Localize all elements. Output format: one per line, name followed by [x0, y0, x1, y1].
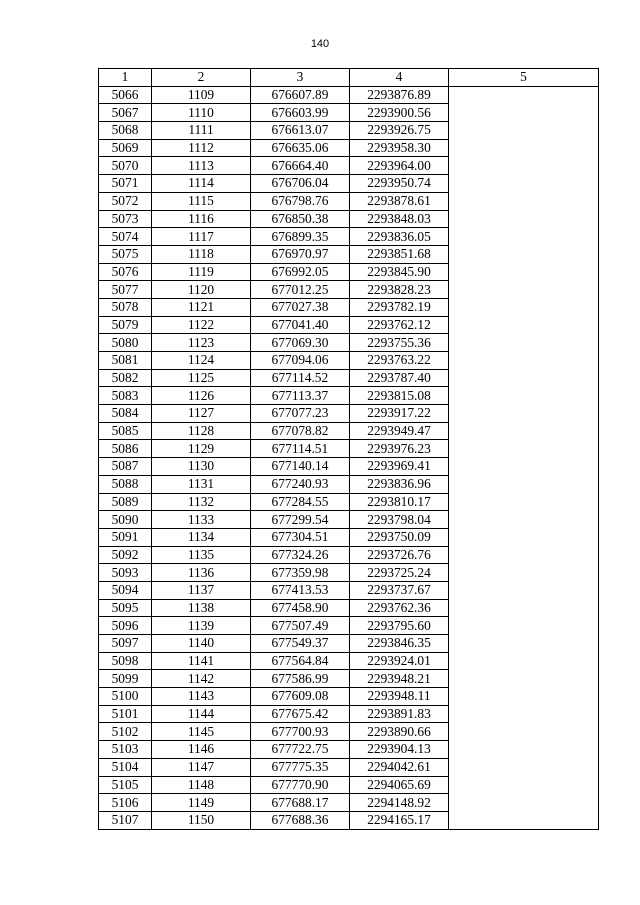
table-cell: 677069.30: [251, 334, 350, 352]
table-cell: 676613.07: [251, 122, 350, 140]
table-cell: 5094: [99, 581, 152, 599]
table-cell: 5069: [99, 139, 152, 157]
table-cell: 677304.51: [251, 528, 350, 546]
table-cell: 1121: [152, 298, 251, 316]
table-cell: 2293924.01: [350, 652, 449, 670]
table-cell: 1123: [152, 334, 251, 352]
table-cell: 5082: [99, 369, 152, 387]
table-cell: 677094.06: [251, 352, 350, 370]
page-number: 140: [310, 38, 330, 50]
table-cell: 5103: [99, 741, 152, 759]
table-body: [99, 86, 599, 829]
table-cell: 677775.35: [251, 758, 350, 776]
table-cell: 1135: [152, 546, 251, 564]
table-cell: 676798.76: [251, 192, 350, 210]
table-cell: 677077.23: [251, 405, 350, 423]
table-cell: 2293726.76: [350, 546, 449, 564]
table-cell: 5080: [99, 334, 152, 352]
table-cell: 677240.93: [251, 475, 350, 493]
table-cell: 1141: [152, 652, 251, 670]
table-cell: 676899.35: [251, 228, 350, 246]
table-cell: 677586.99: [251, 670, 350, 688]
table-cell: 5104: [99, 758, 152, 776]
table-cell: 2293926.75: [350, 122, 449, 140]
table-cell: 5095: [99, 599, 152, 617]
table-cell: 5088: [99, 475, 152, 493]
table-cell: 1111: [152, 122, 251, 140]
table-cell: 1128: [152, 422, 251, 440]
table-cell: 1143: [152, 688, 251, 706]
table-cell: 677549.37: [251, 635, 350, 653]
table-cell: 677012.25: [251, 281, 350, 299]
table-cell: 1118: [152, 245, 251, 263]
table-cell: 2294042.61: [350, 758, 449, 776]
table-cell: 5096: [99, 617, 152, 635]
coordinates-table: [98, 68, 599, 830]
table-cell: 1113: [152, 157, 251, 175]
table-cell: 1126: [152, 387, 251, 405]
table-cell: 1125: [152, 369, 251, 387]
table-cell: 1117: [152, 228, 251, 246]
column-header: 4: [350, 69, 449, 87]
table-cell: 677078.82: [251, 422, 350, 440]
column-header: 3: [251, 69, 350, 87]
table-cell: 5079: [99, 316, 152, 334]
table-cell: 1146: [152, 741, 251, 759]
table-cell: 5076: [99, 263, 152, 281]
table-cell: 677140.14: [251, 458, 350, 476]
table-cell: 677688.36: [251, 811, 350, 829]
table-cell: 676706.04: [251, 175, 350, 193]
table-cell: 2293904.13: [350, 741, 449, 759]
table-cell: 2293890.66: [350, 723, 449, 741]
table-cell: 1130: [152, 458, 251, 476]
table-cell: 1122: [152, 316, 251, 334]
table-cell: 2293917.22: [350, 405, 449, 423]
table-cell: 676850.38: [251, 210, 350, 228]
table-cell: 1142: [152, 670, 251, 688]
table-cell: 5074: [99, 228, 152, 246]
table-cell: 5093: [99, 564, 152, 582]
table-cell: 5068: [99, 122, 152, 140]
table-cell: 2293948.21: [350, 670, 449, 688]
table-cell: 1133: [152, 511, 251, 529]
table-cell: 1137: [152, 581, 251, 599]
table-cell: 677564.84: [251, 652, 350, 670]
table-cell: 2293900.56: [350, 104, 449, 122]
table-cell: 677114.52: [251, 369, 350, 387]
table-cell: 1132: [152, 493, 251, 511]
table-row: [99, 86, 599, 104]
table-cell: 2293964.00: [350, 157, 449, 175]
table-cell: 676603.99: [251, 104, 350, 122]
table-cell: 1148: [152, 776, 251, 794]
table-cell: 677507.49: [251, 617, 350, 635]
table-cell: 1109: [152, 86, 251, 104]
table-cell: 2293958.30: [350, 139, 449, 157]
table-cell: 2293876.89: [350, 86, 449, 104]
table-cell: 5090: [99, 511, 152, 529]
table-cell: 1114: [152, 175, 251, 193]
table-cell: 5071: [99, 175, 152, 193]
table-cell: 677609.08: [251, 688, 350, 706]
table-cell: 5077: [99, 281, 152, 299]
table-cell: 5105: [99, 776, 152, 794]
table-header-row: [99, 69, 599, 87]
table-cell: 2294148.92: [350, 794, 449, 812]
table-cell: 1138: [152, 599, 251, 617]
table-cell: 1120: [152, 281, 251, 299]
table-cell: 2293969.41: [350, 458, 449, 476]
table-cell: 5098: [99, 652, 152, 670]
table-cell: 5107: [99, 811, 152, 829]
table-cell: 677722.75: [251, 741, 350, 759]
table-cell: 5078: [99, 298, 152, 316]
table-cell: 5086: [99, 440, 152, 458]
table-cell: 677284.55: [251, 493, 350, 511]
table-cell: 2293782.19: [350, 298, 449, 316]
table-cell: 5101: [99, 705, 152, 723]
table-cell: 677113.37: [251, 387, 350, 405]
table-cell: 5087: [99, 458, 152, 476]
table-cell: 1144: [152, 705, 251, 723]
table-cell: 5099: [99, 670, 152, 688]
table-cell: 1134: [152, 528, 251, 546]
table-cell: 2293950.74: [350, 175, 449, 193]
table-cell: 5091: [99, 528, 152, 546]
table-cell: 1129: [152, 440, 251, 458]
table-cell: 2293763.22: [350, 352, 449, 370]
table-cell: 2293948.11: [350, 688, 449, 706]
table-cell: 2293836.96: [350, 475, 449, 493]
table-cell: 677675.42: [251, 705, 350, 723]
column-header: 1: [99, 69, 152, 87]
table-cell: 2293755.36: [350, 334, 449, 352]
table-cell: 2293762.36: [350, 599, 449, 617]
table-cell: 2293762.12: [350, 316, 449, 334]
table-cell: 1149: [152, 794, 251, 812]
table-cell: 677413.53: [251, 581, 350, 599]
table-cell: 2294165.17: [350, 811, 449, 829]
table-cell: 5106: [99, 794, 152, 812]
table-cell: 2293815.08: [350, 387, 449, 405]
table-cell: 2293846.35: [350, 635, 449, 653]
table-cell: 676970.97: [251, 245, 350, 263]
table-cell: 2293810.17: [350, 493, 449, 511]
table-cell: 1115: [152, 192, 251, 210]
table-cell: 2293828.23: [350, 281, 449, 299]
table-cell: 2293949.47: [350, 422, 449, 440]
table-cell: 5097: [99, 635, 152, 653]
table-cell: 2293737.67: [350, 581, 449, 599]
table-cell: 2293798.04: [350, 511, 449, 529]
table-cell: 2293851.68: [350, 245, 449, 263]
table-cell: 5081: [99, 352, 152, 370]
table-cell: 677041.40: [251, 316, 350, 334]
table-cell: 677458.90: [251, 599, 350, 617]
table-cell: 1140: [152, 635, 251, 653]
table-cell: 2293725.24: [350, 564, 449, 582]
table-cell: 2293976.23: [350, 440, 449, 458]
table-cell: 677299.54: [251, 511, 350, 529]
table-cell: 2293878.61: [350, 192, 449, 210]
table-cell: 677359.98: [251, 564, 350, 582]
table-cell: 1110: [152, 104, 251, 122]
table-cell: 1124: [152, 352, 251, 370]
table-cell: 1119: [152, 263, 251, 281]
column-5-empty-cell: [449, 86, 599, 829]
table-cell: 677324.26: [251, 546, 350, 564]
table-cell: 1112: [152, 139, 251, 157]
table-cell: 1145: [152, 723, 251, 741]
table-cell: 2293848.03: [350, 210, 449, 228]
table-cell: 676635.06: [251, 139, 350, 157]
table-cell: 2293836.05: [350, 228, 449, 246]
table-cell: 5102: [99, 723, 152, 741]
table-cell: 5084: [99, 405, 152, 423]
table-cell: 1136: [152, 564, 251, 582]
table-cell: 676607.89: [251, 86, 350, 104]
table-cell: 1116: [152, 210, 251, 228]
table-cell: 5070: [99, 157, 152, 175]
table-cell: 5075: [99, 245, 152, 263]
column-header: 5: [449, 69, 599, 87]
column-header: 2: [152, 69, 251, 87]
table-cell: 677770.90: [251, 776, 350, 794]
table-cell: 677114.51: [251, 440, 350, 458]
table-cell: 1139: [152, 617, 251, 635]
table-cell: 5092: [99, 546, 152, 564]
table-cell: 2294065.69: [350, 776, 449, 794]
table-cell: 5085: [99, 422, 152, 440]
table-cell: 5100: [99, 688, 152, 706]
table-cell: 676992.05: [251, 263, 350, 281]
table-cell: 2293845.90: [350, 263, 449, 281]
table-cell: 1127: [152, 405, 251, 423]
table-cell: 2293787.40: [350, 369, 449, 387]
table-cell: 676664.40: [251, 157, 350, 175]
table-cell: 5072: [99, 192, 152, 210]
table-cell: 5073: [99, 210, 152, 228]
table-cell: 1150: [152, 811, 251, 829]
table-cell: 677700.93: [251, 723, 350, 741]
table-cell: 677688.17: [251, 794, 350, 812]
table-cell: 5083: [99, 387, 152, 405]
table-cell: 5089: [99, 493, 152, 511]
table-cell: 5067: [99, 104, 152, 122]
table-cell: 1131: [152, 475, 251, 493]
table-cell: 2293750.09: [350, 528, 449, 546]
table-cell: 2293795.60: [350, 617, 449, 635]
table-cell: 1147: [152, 758, 251, 776]
table-cell: 5066: [99, 86, 152, 104]
table-cell: 677027.38: [251, 298, 350, 316]
table-cell: 2293891.83: [350, 705, 449, 723]
